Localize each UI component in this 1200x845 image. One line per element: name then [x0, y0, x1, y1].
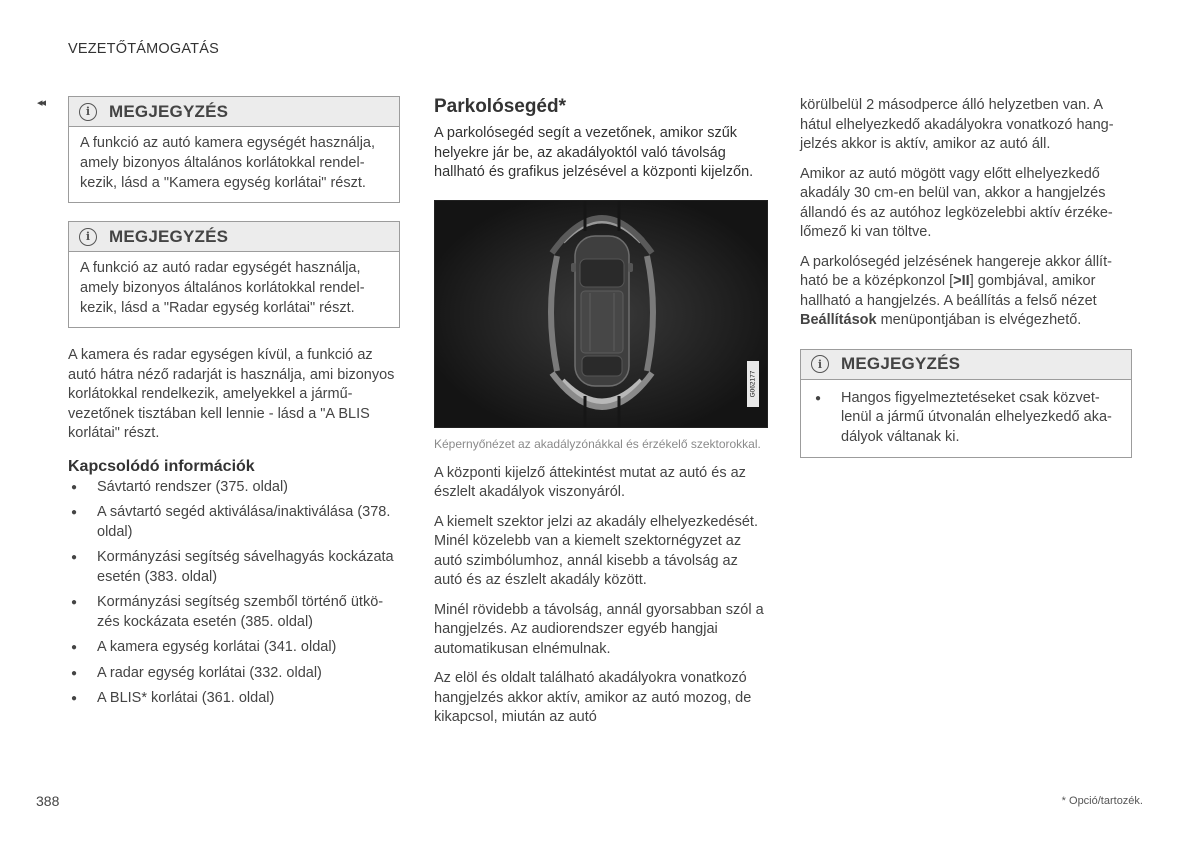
text-span: menüpontjában is elvégezhető. — [876, 312, 1082, 328]
related-link[interactable]: ● A kamera egység korlátai (341. oldal) — [68, 638, 400, 658]
section-title: Parkolósegéd* — [434, 96, 566, 117]
note-box-warnings — [800, 349, 1132, 459]
footnote: * Opció/tartozék. — [1061, 795, 1143, 807]
note-text: A funkció az autó kamera egységét használja, amely bizonyos általános korlátokkal rendelkezik, lásd a "Kamera egység korlátai" részt. — [80, 135, 376, 191]
text-span: A parkolósegéd jelzésének hangereje akkor állítható be a középkonzol [ — [800, 253, 1112, 289]
note-header — [801, 350, 1131, 380]
body-paragraph: körülbelül 2 másodperce álló helyzetben van. A hátul elhelyezkedő akadályokra vonatkozó hangjelzés akkor is aktív, amikor az autó áll. — [800, 97, 1114, 152]
body-paragraph: A kiemelt szektor jelzi az akadály elhelyezkedését. Minél közelebb van a kiemelt szektornégyzet az autó szimbólumhoz, annál kisebb a távolság az autó és az észlelt akadály között. — [434, 513, 758, 588]
note-title: MEGJEGYZÉS — [109, 101, 229, 121]
info-icon: i — [811, 355, 829, 373]
note-list-item: ● Hangos figyelmeztetéseket csak közvetlenül a jármű útvonalán elhelyezkedő akadályok váltanak ki. — [812, 389, 1121, 448]
info-icon: i — [79, 228, 97, 246]
related-link[interactable]: ● Kormányzási segítség sávelhagyás kockázata esetén (383. oldal) — [68, 548, 400, 587]
section-header: VEZETŐTÁMOGATÁS — [68, 41, 219, 57]
figure-caption: Képernyőnézet az akadályzónákkal és érzékelő szektorokkal. — [434, 436, 761, 451]
parking-assist-screen-image — [434, 200, 768, 428]
note-title: MEGJEGYZÉS — [841, 354, 961, 373]
note-box-radar — [68, 221, 400, 328]
text-span: ] gombjával, amikor hallható a hangjelzés. A beállítás a felső nézet — [800, 273, 1097, 309]
car-sensor-illustration — [435, 201, 768, 428]
settings-menu-name: Beállítások — [800, 312, 877, 328]
note-text: A funkció az autó radar egységét használja, amely bizonyos általános korlátokkal rendelkezik, lásd a "Radar egység korlátai" részt. — [80, 260, 365, 316]
page-number: 388 — [36, 793, 60, 809]
note-header — [69, 97, 399, 127]
related-link[interactable]: ● Kormányzási segítség szemből történő ütközés kockázata esetén (385. oldal) — [68, 593, 400, 632]
related-link[interactable]: ● A BLIS* korlátai (361. oldal) — [68, 689, 400, 709]
lead-paragraph: A parkolósegéd segít a vezetőnek, amikor szűk helyekre jár be, az akadályoktól való távolság hallható és grafikus jelzésével a központi kijelzőn. — [434, 125, 754, 180]
middle-column — [434, 96, 768, 738]
body-paragraph: A központi kijelző áttekintést mutat az autó és az észlelt akadályok viszonyáról. — [434, 464, 746, 500]
body-paragraph: A kamera és radar egységen kívül, a funkció az autó hátra néző radarját is használja, ami bizonyos korlátokkal rendelkezik, amelyekkel a járművezetőnek tisztában kell lennie - lásd a "A BLIS korlátai" részt. — [68, 347, 395, 441]
volume-paragraph — [800, 253, 1132, 331]
related-link[interactable]: ● Sávtartó rendszer (375. oldal) — [68, 478, 400, 498]
related-heading: Kapcsolódó információk — [68, 457, 255, 475]
note-box-camera — [68, 96, 400, 203]
related-link[interactable]: ● A sávtartó segéd aktiválása/inaktiválása (378. oldal) — [68, 503, 400, 542]
body-paragraph: Minél rövidebb a távolság, annál gyorsabban szól a hangjelzés. Az audiorendszer egyéb hangjai automatikusan elnémulnak. — [434, 601, 764, 657]
figure-code-label: G062177 — [747, 361, 759, 407]
body-paragraph: Amikor az autó mögött vagy előtt elhelyezkedő akadály 30 cm-en belül van, akkor a hangjelzés állandó és az autóhoz legközelebbi aktív érzékelőmező ki van töltve. — [800, 165, 1113, 240]
related-list — [68, 478, 400, 709]
related-link[interactable]: ● A radar egység korlátai (332. oldal) — [68, 664, 400, 684]
info-icon: i — [79, 103, 97, 121]
note-header — [69, 222, 399, 252]
note-title: MEGJEGYZÉS — [109, 226, 229, 246]
note-text — [801, 380, 1131, 458]
console-button-symbol: >II — [953, 273, 970, 289]
note-list — [812, 389, 1121, 448]
back-arrows-icon: ◂◂ — [37, 97, 45, 109]
right-column — [800, 96, 1132, 476]
body-paragraph: Az elöl és oldalt található akadályokra vonatkozó hangjelzés akkor aktív, amikor az autó mozog, de kikapcsol, miután az autó — [434, 670, 752, 725]
left-column — [68, 96, 400, 715]
